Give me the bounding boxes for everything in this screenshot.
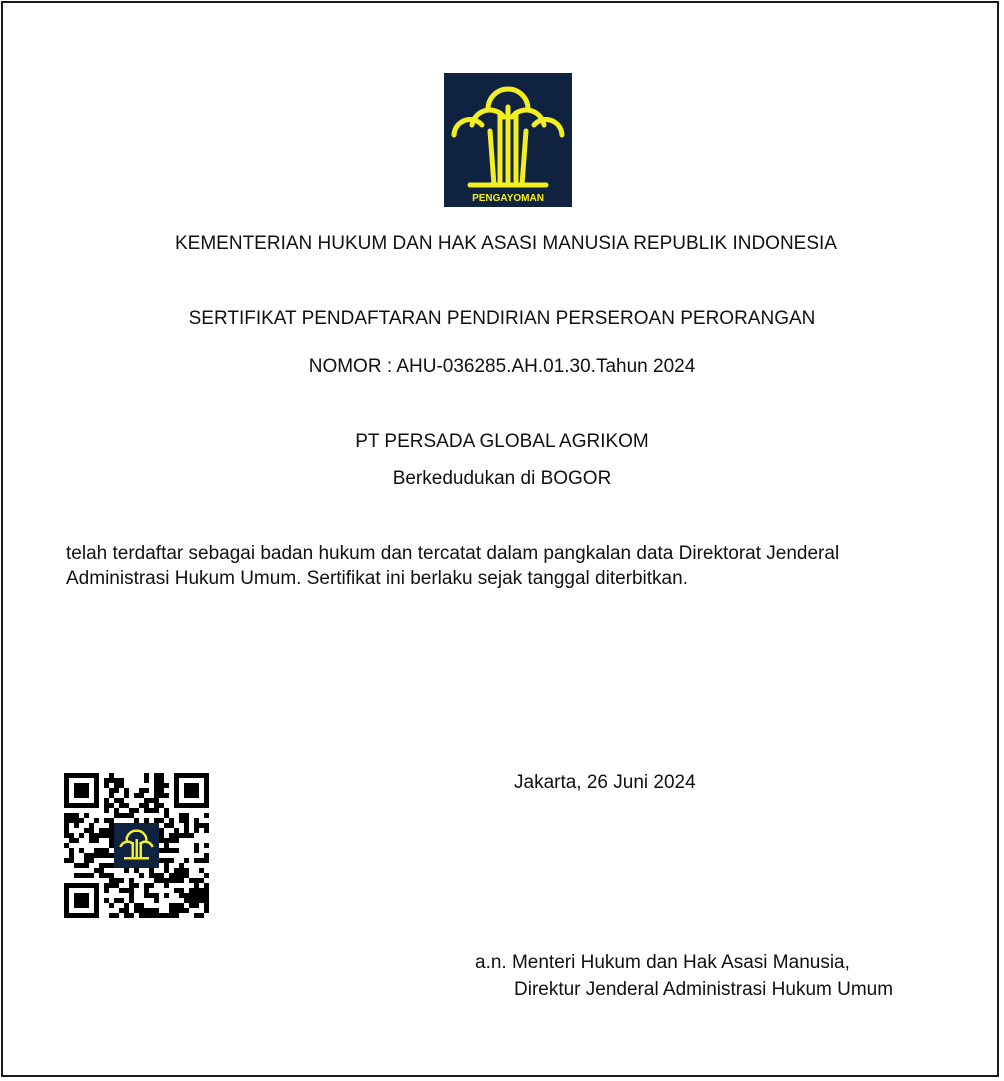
pengayoman-emblem-icon <box>444 73 572 207</box>
signatory-line-1: a.n. Menteri Hukum dan Hak Asasi Manusia, <box>475 952 850 973</box>
company-domicile: Berkedudukan di BOGOR <box>392 468 612 489</box>
ministry-title: KEMENTERIAN HUKUM DAN HAK ASASI MANUSIA REPUBLIK INDONESIA <box>175 233 837 254</box>
company-name: PT PERSADA GLOBAL AGRIKOM <box>355 431 649 452</box>
certificate-title: SERTIFIKAT PENDAFTARAN PENDIRIAN PERSEROAN PERORANGAN <box>188 308 816 329</box>
qr-code-icon <box>64 773 209 918</box>
statement-line-2: Administrasi Hukum Umum. Sertifikat ini berlaku sejak tanggal diterbitkan. <box>66 568 688 589</box>
signatory-line-2: Direktur Jenderal Administrasi Hukum Umum <box>514 979 894 1000</box>
certificate-statement <box>66 541 966 591</box>
emblem-text: PENGAYOMAN <box>472 193 544 204</box>
issue-date: Jakarta, 26 Juni 2024 <box>514 772 696 793</box>
statement-line-1: telah terdaftar sebagai badan hukum dan tercatat dalam pangkalan data Direktorat Jenderal <box>66 543 840 564</box>
certificate-number: NOMOR : AHU-036285.AH.01.30.Tahun 2024 <box>308 356 696 377</box>
